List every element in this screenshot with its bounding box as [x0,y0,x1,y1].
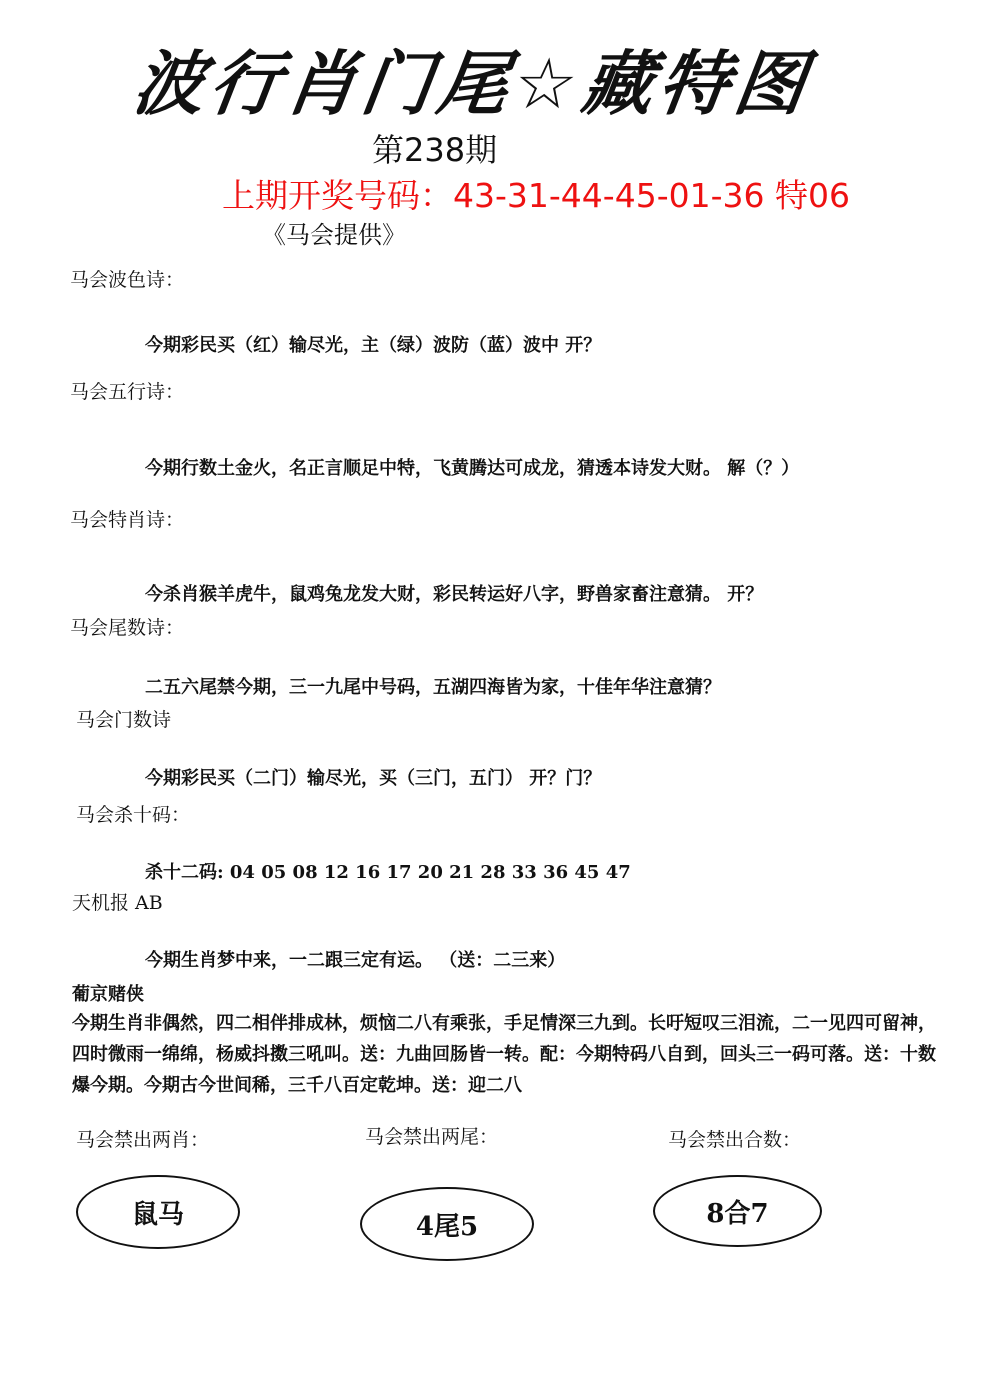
special-zodiac-poem-text: 今杀肖猴羊虎牛，鼠鸡兔龙发大财，彩民转运好八字，野兽家畜注意猜。 开？ [145,584,764,605]
wave-color-poem-text: 今期彩民买（红）输尽光，主（绿）波防（蓝）波中 开？ [145,335,602,356]
heaven-report-text: 今期生肖梦中来，一二跟三定有运。 （送：二三来） [145,950,566,971]
puzzle-label: 葡京赌侠 [72,984,144,1005]
kill-numbers-label: 马会杀十码： [76,804,191,826]
page-title: 波行肖门尾☆藏特图 [128,43,817,125]
wave-color-poem-label: 马会波色诗： [70,269,185,291]
five-elements-poem-label: 马会五行诗： [70,381,185,403]
last-draw-result: 上期开奖号码：43-31-44-45-01-36 特06 [222,176,850,215]
provider-label: 《马会提供》 [262,221,406,249]
gate-number-poem-text: 今期彩民买（二门）输尽光，买（三门，五门） 开？门？ [145,768,602,789]
five-elements-poem-text: 今期行数土金火，名正言顺足中特，飞黄腾达可成龙，猜透本诗发大财。 解（？） [145,458,800,479]
ban-tail-value: 4尾5 [360,1187,534,1261]
ban-sum-value: 8合7 [653,1175,822,1247]
tail-number-poem-label: 马会尾数诗： [70,617,185,639]
heaven-report-label: 天机报 AB [72,892,163,914]
gate-number-poem-label: 马会门数诗 [76,709,172,731]
ban-zodiac-value: 鼠马 [76,1175,240,1249]
kill-numbers-text: 杀十二码: 04 05 08 12 16 17 20 21 28 33 36 45 47 [145,862,631,883]
ban-tail-label: 马会禁出两尾： [365,1126,499,1148]
issue-number: 第238期 [372,131,498,169]
puzzle-text: 今期生肖非偶然，四二相伴排成林，烦恼二八有乘张，手足情深三九到。长吁短叹三泪流，二一见四可留神，四时微雨一绵绵，杨威抖擞三吼叫。送：九曲回肠皆一转。配：今期特码八自到，回头三一码可落。送：十数爆今期。今期古今世间稀，三千八百定乾坤。送：迎二八 [72,1013,936,1096]
special-zodiac-poem-label: 马会特肖诗： [70,509,185,531]
ban-sum-label: 马会禁出合数： [668,1129,802,1151]
tail-number-poem-text: 二五六尾禁今期，三一九尾中号码，五湖四海皆为家，十佳年华注意猜？ [145,677,721,698]
ban-zodiac-label: 马会禁出两肖： [76,1129,210,1151]
